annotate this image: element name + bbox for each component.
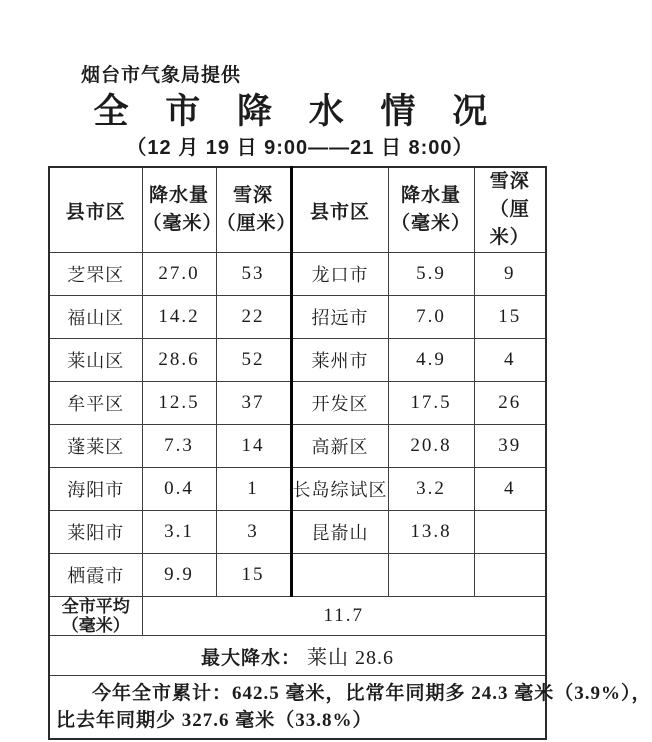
precip-cell: 3.2 [388,468,474,511]
col-header-precip-line1: 降水量 [148,185,209,206]
table-row [49,425,546,468]
region-cell: 长岛综试区 [291,468,388,511]
precip-cell: 7.0 [388,296,474,339]
precipitation-table [48,166,652,740]
yearly-total-row [49,676,546,739]
col-header-snow-left [216,167,297,253]
region-cell: 牟平区 [49,382,142,425]
snow-cell: 37 [216,382,291,425]
region-cell: 开发区 [291,382,388,425]
header-row [49,167,546,253]
table-row [49,382,546,425]
max-precipitation-label: 最大降水： [200,648,301,669]
col-header-precip-line1: 降水量 [400,185,461,206]
precip-cell: 28.6 [142,339,216,382]
snow-cell: 4 [474,339,546,382]
region-cell: 莱山区 [49,339,142,382]
snow-cell: 3 [216,511,291,554]
max-precipitation-value: 莱山 28.6 [307,647,394,669]
col-header-snow-line1: 雪深 [489,171,530,192]
snow-cell: 9 [474,253,546,296]
col-header-snow-line2: （厘米） [216,213,297,234]
precip-cell: 4.9 [388,339,474,382]
precip-cell: 3.1 [142,511,216,554]
page-title: 全市降水情况 [93,92,524,131]
city-average-row [49,597,546,636]
city-average-label-line2: （毫米） [61,616,130,635]
precip-cell [388,554,474,597]
table-row [49,511,546,554]
table-row [49,296,546,339]
table-row [49,253,546,296]
snow-cell: 39 [474,425,546,468]
region-cell: 福山区 [49,296,142,339]
region-cell: 高新区 [291,425,388,468]
snow-cell: 15 [474,296,546,339]
precip-cell: 14.2 [142,296,216,339]
precip-cell: 13.8 [388,511,474,554]
region-cell: 海阳市 [49,468,142,511]
col-header-region-right: 县市区 [291,167,388,253]
precip-cell: 7.3 [142,425,216,468]
col-header-precip-line2: （毫米） [390,213,471,234]
yearly-total-line1: 今年全市累计：642.5 毫米，比常年同期多 24.3 毫米（3.9%）， [92,682,652,704]
snow-cell: 52 [216,339,291,382]
col-header-region-left: 县市区 [49,167,142,253]
region-cell: 芝罘区 [49,253,142,296]
yearly-total-line2: 比去年同期少 327.6 毫米（33.8%） [56,709,373,731]
region-cell: 莱州市 [291,339,388,382]
region-cell [291,554,388,597]
precip-cell: 5.9 [388,253,474,296]
snow-cell: 53 [216,253,291,296]
table-row [49,554,546,597]
date-range: （12 月 19 日 9:00——21 日 8:00） [126,137,474,159]
precip-cell: 0.4 [142,468,216,511]
provider-line: 烟台市气象局提供 [81,65,242,86]
snow-cell [474,554,546,597]
precip-cell: 17.5 [388,382,474,425]
snow-cell: 22 [216,296,291,339]
precip-cell: 12.5 [142,382,216,425]
snow-cell [474,511,546,554]
col-header-snow-line1: 雪深 [232,185,273,206]
region-cell: 龙口市 [291,253,388,296]
snow-cell: 26 [474,382,546,425]
snow-cell: 1 [216,468,291,511]
col-header-precip-left [142,167,223,253]
col-header-precip-line2: （毫米） [142,213,223,234]
snow-cell: 14 [216,425,291,468]
yearly-total-cell [49,676,652,739]
col-header-snow-right [474,167,546,253]
region-cell: 招远市 [291,296,388,339]
col-header-precip-right [388,167,474,253]
city-average-label [49,597,142,636]
max-precipitation-cell [49,636,546,676]
city-average-label-line1: 全市平均 [61,597,130,616]
precip-cell: 20.8 [388,425,474,468]
region-cell: 昆嵛山 [291,511,388,554]
region-cell: 栖霞市 [49,554,142,597]
max-precipitation-row [49,636,546,676]
region-cell: 蓬莱区 [49,425,142,468]
precip-cell: 27.0 [142,253,216,296]
table-row [49,468,546,511]
snow-cell: 4 [474,468,546,511]
precip-cell: 9.9 [142,554,216,597]
col-header-snow-line2: （厘米） [489,199,530,248]
region-cell: 莱阳市 [49,511,142,554]
city-average-value: 11.7 [142,597,546,636]
snow-cell: 15 [216,554,291,597]
table-row [49,339,546,382]
